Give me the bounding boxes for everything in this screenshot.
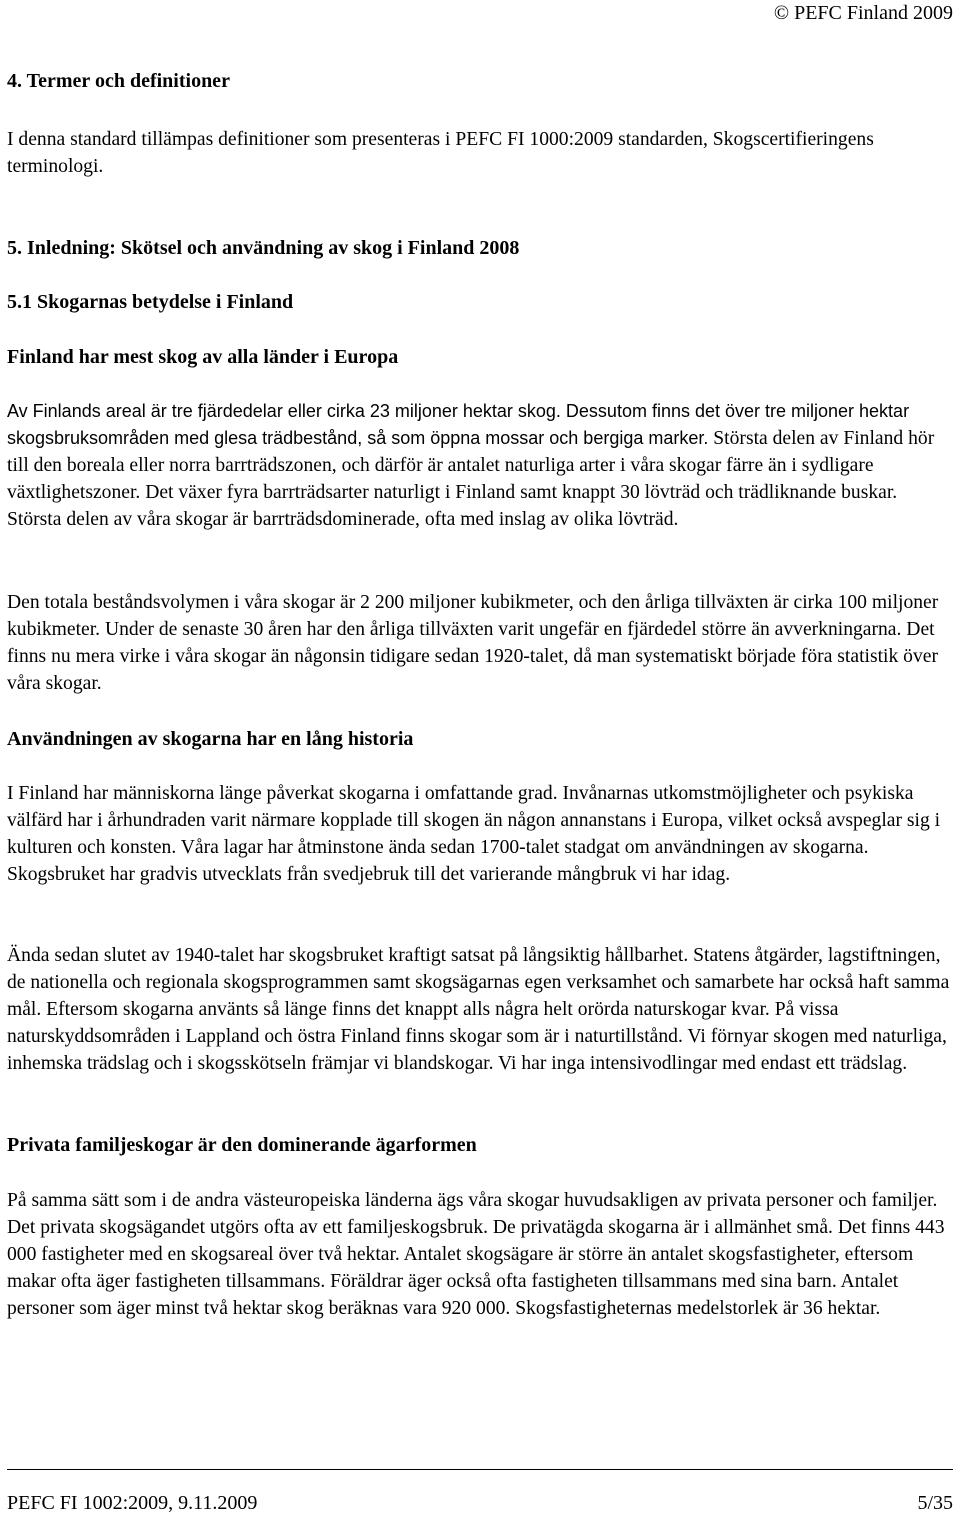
subheading-history: Användningen av skogarna har en lång historia [7, 728, 414, 750]
subheading-family-forests: Privata familjeskogar är den dominerande ägarformen [7, 1134, 477, 1156]
paragraph-forest-area-sans: Av Finlands areal är tre fjärdedelar eller cirka 23 miljoner hektar skog. Dessutom finns det över tre miljoner hektar skogsbruksområden med glesa trädbestånd, så som öppna mossar och bergiga marker. [7, 401, 910, 448]
header-copyright: © PEFC Finland 2009 [773, 2, 953, 24]
footer-page-number: 5/35 [917, 1492, 953, 1514]
paragraph-history: I Finland har människorna länge påverkat skogarna i omfattande grad. Invånarnas utkomstmöjligheter och psykiska välfärd har i århundraden varit närmare kopplade till skogen än någon annanstans i Europa, vilket också avspeglar sig i kulturen och konsten. Våra lagar har åtminstone ända sedan 1700-talet stadgat om användningen av skogarna. Skogsbruket har gradvis utvecklats från svedjebruk till det varierande mångbruk vi har idag. [7, 783, 941, 885]
section-5-heading: 5. Inledning: Skötsel och användning av skog i Finland 2008 [7, 237, 520, 259]
subheading-most-forest: Finland har mest skog av alla länder i Europa [7, 346, 399, 368]
section-4-body: I denna standard tillämpas definitioner som presenteras i PEFC FI 1000:2009 standarden, Skogscertifieringens terminologi. [7, 129, 874, 177]
footer-rule [7, 1469, 953, 1470]
footer-document-id: PEFC FI 1002:2009, 9.11.2009 [7, 1492, 258, 1514]
paragraph-sustainability: Ända sedan slutet av 1940-talet har skogsbruket kraftigt satsat på långsiktig hållbarhet. Statens åtgärder, lagstiftningen, de nationella och regionala skogsprogrammen samt skogsägarnas egen verksamhet och samarbete har också haft samma mål. Eftersom skogarna använts så länge finns det knappt alls några helt orörda naturskogar kvar. På vissa naturskyddsområden i Lappland och östra Finland finns skogar som är i naturtillstånd. Vi förnyar skogen med naturliga, inhemska trädslag och i skogsskötseln främjar vi blandskogar. Vi har inga intensivodlingar med endast ett trädslag. [7, 945, 950, 1074]
paragraph-ownership: På samma sätt som i de andra västeuropeiska länderna ägs våra skogar huvudsakligen av privata personer och familjer. Det privata skogsägandet utgörs ofta av ett familjeskogsbruk. De privatägda skogarna är i allmänhet små. Det finns 443 000 fastigheter med en skogsareal över två hektar. Antalet skogsägare är större än antalet skogsfastigheter, eftersom makar ofta äger fastigheten tillsammans. Föräldrar äger också ofta fastigheten tillsammans med sina barn. Antalet personer som äger minst två hektar skog beräknas vara 920 000. Skogsfastigheternas medelstorlek är 36 hektar. [7, 1190, 945, 1319]
paragraph-forest-area-serif: Största delen av Finland hör till den boreala eller norra barrträdszonen, och därför är antalet naturliga arter i våra skogar färre än i sydligare växtlighetszoner. Det växer fyra barrträdsarter naturligt i Finland samt knappt 30 lövträd och trädliknande buskar. Största delen av våra skogar är barrträdsdominerade, ofta med inslag av olika lövträd. [7, 428, 935, 530]
paragraph-forest-area [7, 398, 953, 533]
section-5-1-heading: 5.1 Skogarnas betydelse i Finland [7, 291, 294, 313]
section-4-heading: 4. Termer och definitioner [7, 70, 230, 92]
paragraph-volume: Den totala beståndsvolymen i våra skogar är 2 200 miljoner kubikmeter, och den årliga tillväxten är cirka 100 miljoner kubikmeter. Under de senaste 30 åren har den årliga tillväxten varit ungefär en fjärdedel större än avverkningarna. Det finns nu mera virke i våra skogar än någonsin tidigare sedan 1920-talet, då man systematiskt började föra statistik över våra skogar. [7, 592, 939, 694]
